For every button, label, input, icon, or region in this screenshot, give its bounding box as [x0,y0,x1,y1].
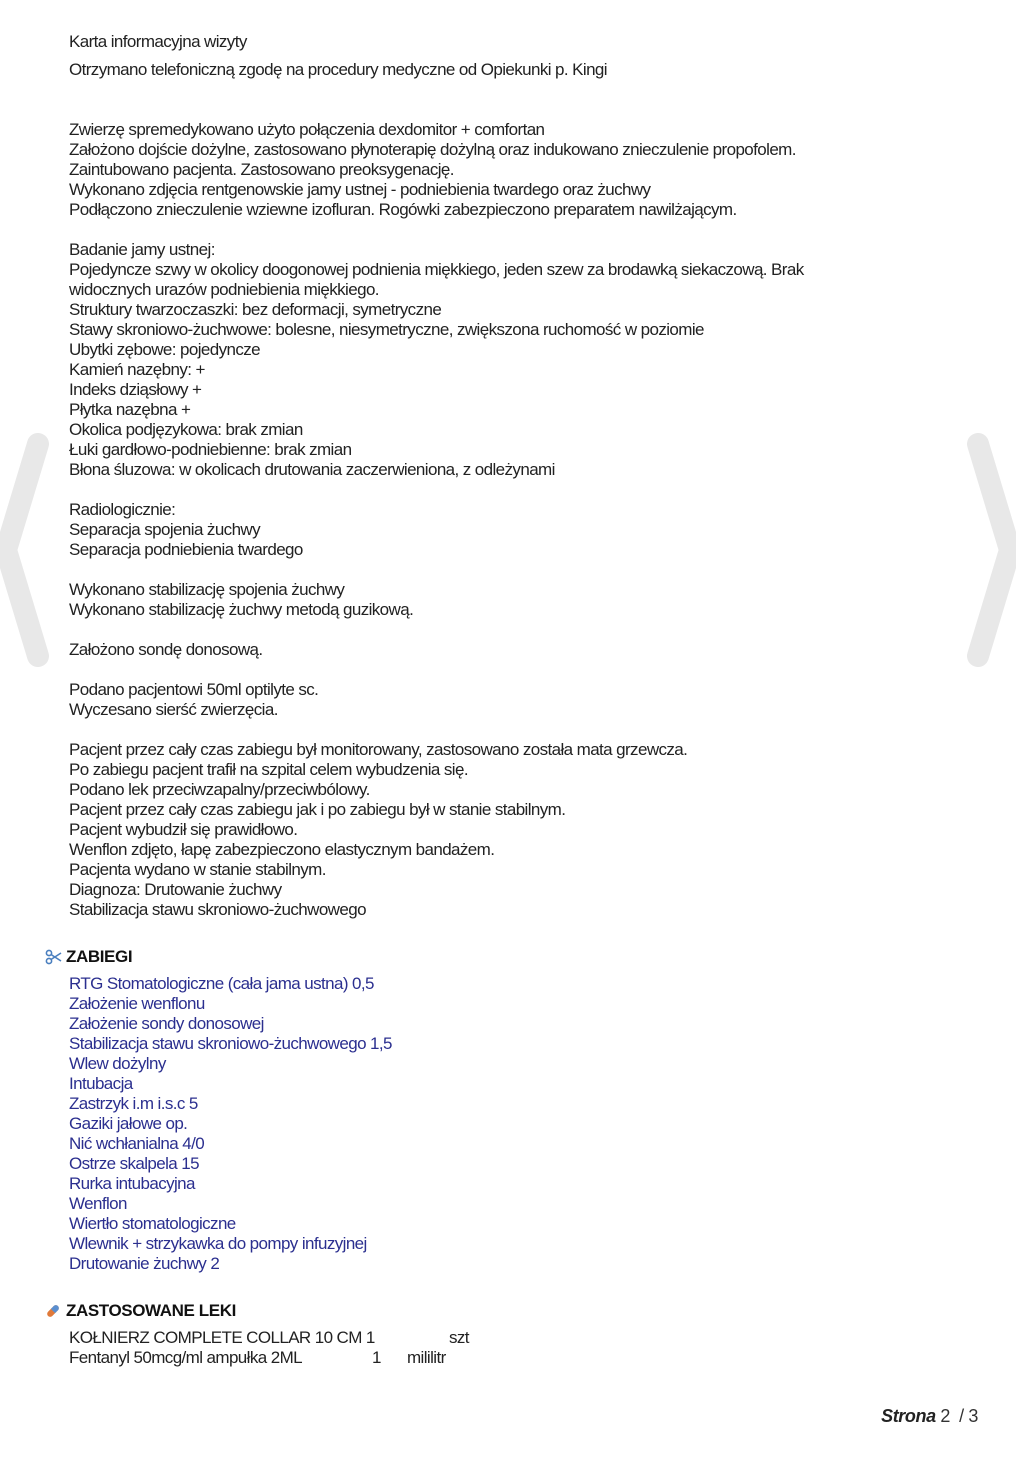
description-line: Separacja spojenia żuchwy [69,520,261,539]
medications-heading [44,1301,236,1321]
description-line: Separacja podniebienia twardego [69,540,303,559]
medication-unit: mililitr [407,1348,446,1367]
medication-name: Fentanyl 50mcg/ml ampułka 2ML [69,1348,302,1367]
medication-name: KOŁNIERZ COMPLETE COLLAR 10 CM 1 [69,1328,375,1347]
page-separator: / [959,1406,964,1426]
description-line: Wykonano zdjęcia rentgenowskie jamy ustnej - podniebienia twardego oraz żuchwy [69,180,651,199]
description-line: Okolica podjęzykowa: brak zmian [69,420,303,439]
document-title: Karta informacyjna wizyty [69,32,247,51]
description-line: Wykonano stabilizację spojenia żuchwy [69,580,345,599]
description-line: Pacjent przez cały czas zabiegu był monitorowany, zastosowano została mata grzewcza. [69,740,688,759]
blank-line [69,560,804,580]
description-line: Stabilizacja stawu skroniowo-żuchwowego [69,900,366,919]
description-line: Ubytki zębowe: pojedyncze [69,340,261,359]
description-line: Zaintubowano pacjenta. Zastosowano preoksygenację. [69,160,454,179]
procedure-item: Drutowanie żuchwy 2 [69,1254,220,1273]
page-indicator [881,1406,978,1427]
procedure-item: Założenie sondy donosowej [69,1014,264,1033]
medication-quantity: 1 [372,1348,381,1367]
description-line: Kamień nazębny: + [69,360,205,379]
description-line: Pacjent wybudził się prawidłowo. [69,820,298,839]
description-line: Podano pacjentowi 50ml optilyte sc. [69,680,319,699]
description-line: Założono sondę donosową. [69,640,263,659]
medications-heading-label: ZASTOSOWANE LEKI [66,1301,236,1320]
visit-description [69,120,804,920]
description-line: Błona śluzowa: w okolicach drutowania zaczerwieniona, z odleżynami [69,460,555,479]
description-line: Podłączono znieczulenie wziewne izofluran. Rogówki zabezpieczono preparatem nawilżającym. [69,200,737,219]
procedure-item: Intubacja [69,1074,133,1093]
description-line: Wyczesano sierść zwierzęcia. [69,700,278,719]
procedure-item: Wiertło stomatologiczne [69,1214,236,1233]
description-line: widocznych urazów podniebienia miękkiego. [69,280,379,299]
procedure-item: Założenie wenflonu [69,994,205,1013]
scissors-icon [44,948,62,966]
description-line: Pacjent przez cały czas zabiegu jak i po zabiegu był w stanie stabilnym. [69,800,566,819]
medication-unit: szt [449,1328,469,1347]
procedures-heading-label: ZABIEGI [66,947,133,966]
description-line: Po zabiegu pacjent trafił na szpital celem wybudzenia się. [69,760,468,779]
previous-page-arrow[interactable] [0,430,60,670]
blank-line [69,720,804,740]
description-line: Łuki gardłowo-podniebienne: brak zmian [69,440,352,459]
chevron-left-icon [0,430,60,670]
description-line: Pojedyncze szwy w okolicy doogonowej podnienia miękkiego, jeden szew za brodawką siekaczową. Brak [69,260,804,279]
medications-list [69,1328,469,1368]
description-line: Stawy skroniowo-żuchwowe: bolesne, niesymetryczne, zwiększona ruchomość w poziomie [69,320,704,339]
description-line: Struktury twarzoczaszki: bez deformacji, symetryczne [69,300,442,319]
description-line: Pacjenta wydano w stanie stabilnym. [69,860,326,879]
chevron-right-icon [956,430,1016,670]
description-line: Indeks dziąsłowy + [69,380,202,399]
procedure-item: Wenflon [69,1194,127,1213]
procedure-item: Zastrzyk i.m i.s.c 5 [69,1094,198,1113]
medication-item [69,1328,469,1348]
description-line: Badanie jamy ustnej: [69,240,215,259]
procedure-item: Ostrze skalpela 15 [69,1154,199,1173]
procedure-item: Rurka intubacyjna [69,1174,195,1193]
blank-line [69,480,804,500]
procedure-item: RTG Stomatologiczne (cała jama ustna) 0,5 [69,974,374,993]
next-page-arrow[interactable] [956,430,1016,670]
procedures-heading [44,947,132,967]
procedures-list [69,974,392,1274]
description-line: Zwierzę spremedykowano użyto połączenia dexdomitor + comfortan [69,120,545,139]
procedure-item: Nić wchłanialna 4/0 [69,1134,205,1153]
procedure-item: Wlewnik + strzykawka do pompy infuzyjnej [69,1234,367,1253]
description-line: Wenflon zdjęto, łapę zabezpieczono elastycznym bandażem. [69,840,495,859]
blank-line [69,620,804,640]
consent-note: Otrzymano telefoniczną zgodę na procedury medyczne od Opiekunki p. Kingi [69,60,607,79]
blank-line [69,220,804,240]
description-line: Płytka nazębna + [69,400,191,419]
procedure-item: Gaziki jałowe op. [69,1114,188,1133]
page-word: Strona [881,1406,936,1426]
description-line: Radiologicznie: [69,500,176,519]
description-line: Podano lek przeciwzapalny/przeciwbólowy. [69,780,370,799]
procedure-item: Wlew dożylny [69,1054,166,1073]
procedure-item: Stabilizacja stawu skroniowo-żuchwowego 1,5 [69,1034,392,1053]
description-line: Diagnoza: Drutowanie żuchwy [69,880,282,899]
description-line: Założono dojście dożylne, zastosowano płynoterapię dożylną oraz indukowano znieczulenie propofolem. [69,140,796,159]
pill-icon [44,1302,62,1320]
description-line: Wykonano stabilizację żuchwy metodą guzikową. [69,600,414,619]
blank-line [69,660,804,680]
page-current: 2 [940,1406,950,1426]
medication-item [69,1348,446,1368]
page-total: 3 [968,1406,978,1426]
